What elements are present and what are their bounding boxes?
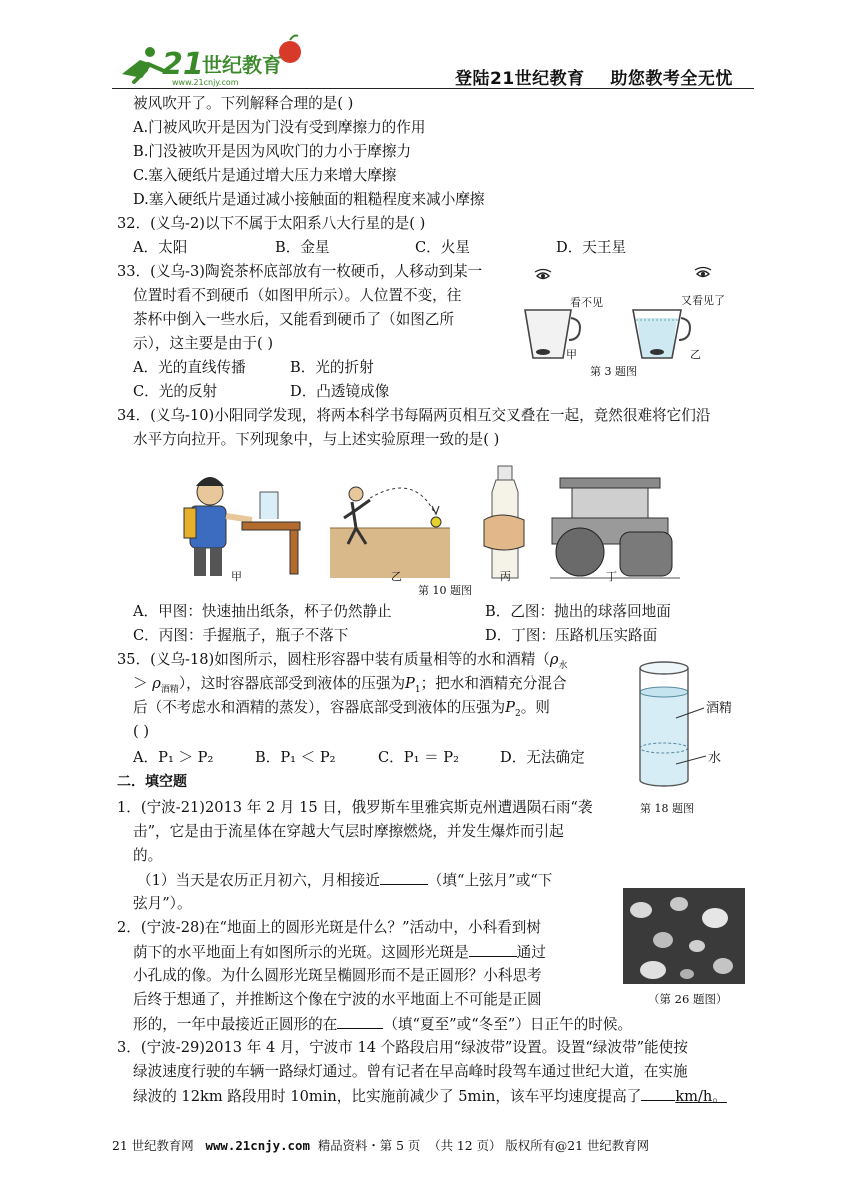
- f3-line-2: 绿波速度行驶的车辆一路绿灯通过。曾有记者在早高峰时段驾车通过世纪大道，在实施: [133, 1063, 688, 1080]
- f2-line-1: 2．(宁波-28)在“地面上的圆形光斑是什么？”活动中，小科看到树: [117, 919, 541, 936]
- f1-line-2: 击”，它是由于流星体在穿越大气层时摩擦燃烧，并发生爆炸而引起: [133, 823, 564, 840]
- q35-cylinder-figure: [636, 660, 746, 792]
- q33-line-2: 位置时看不到硬币（如图甲所示）。人位置不变，往: [133, 287, 462, 304]
- f2-line-2: 荫下的水平地面上有如图所示的光斑。这圆形光斑是 通过: [133, 944, 546, 961]
- f2-line-3: 小孔成的像。为什么圆形光斑呈椭圆形而不是正圆形？小科思考: [133, 967, 542, 984]
- q35-option-a: A．P₁ ＞ P₂: [133, 749, 214, 766]
- answer-blank: [337, 1014, 383, 1029]
- q33-option-c: C．光的反射: [133, 383, 218, 400]
- q32-option-a: A．太阳: [133, 239, 188, 256]
- q33-fig-yi: 乙: [690, 348, 701, 361]
- road-roller-image: [550, 478, 680, 578]
- site-logo: [112, 30, 312, 90]
- boy-table-cup-image: [184, 477, 300, 576]
- logo-url: www.21cnjy.com: [172, 78, 239, 87]
- q33-fig-jia: 甲: [566, 348, 577, 361]
- q33-option-b: B．光的折射: [290, 359, 374, 376]
- q34-fig-yi: 乙: [391, 570, 402, 583]
- q31-option-c: C.塞入硬纸片是通过增大压力来增大摩擦: [133, 167, 397, 184]
- f2-caption: （第 26 题图）: [648, 992, 728, 1006]
- q33-line-4: 示），这主要是由于( ): [133, 335, 274, 352]
- q32-option-b: B．金星: [275, 239, 330, 256]
- q34-fig-jia: 甲: [231, 570, 242, 583]
- q35-line-1: 35．(义乌-18)如图所示，圆柱形容器中装有质量相等的水和酒精（$\rho_水$: [117, 651, 568, 671]
- section-title: 二．填空题: [117, 774, 187, 790]
- logo-number: 21: [162, 47, 204, 82]
- q34-caption: 第 10 题图: [418, 584, 472, 597]
- q33-line-3: 茶杯中倒入一些水后，又能看到硬币了（如图乙所: [133, 311, 455, 328]
- q34-line-2: 水平方向拉开。下列现象中，与上述实验原理一致的是( ): [133, 431, 500, 448]
- q35-line-3: 后（不考虑水和酒精的蒸发），容器底部受到液体的压强为$P_2$。则: [133, 699, 550, 719]
- q35-fig-alcohol: 酒精: [706, 701, 733, 716]
- q33-line-1: 33．(义乌-3)陶瓷茶杯底部放有一枚硬币，人移动到某一: [117, 263, 483, 280]
- q33-fig-label-left: 看不见: [570, 296, 603, 309]
- hand-bottle-image: [484, 466, 524, 578]
- f2-light-spot-photo: [623, 888, 745, 984]
- q32-option-d: D．天王星: [556, 239, 627, 256]
- q31-option-d: D.塞入硬纸片是通过减小接触面的粗糙程度来减小摩擦: [133, 191, 485, 208]
- q31-option-a: A.门被风吹开是因为门没有受到摩擦力的作用: [133, 119, 426, 136]
- answer-blank: [380, 870, 428, 885]
- q35-option-c: C．P₁ ＝ P₂: [378, 749, 459, 766]
- q32-option-c: C．火星: [415, 239, 470, 256]
- q35-line-4: ( ): [133, 723, 150, 740]
- header-divider: [112, 88, 754, 89]
- f2-line-5: 形的，一年中最接近正圆形的在 （填“夏至”或“冬至”）日正午的时候。: [133, 1016, 633, 1033]
- q31-stem-tail: 被风吹开了。下列解释合理的是( ): [133, 95, 354, 112]
- q34-fig-ding: 丁: [606, 570, 617, 583]
- q34-option-b: B．乙图：抛出的球落回地面: [485, 603, 671, 620]
- q35-line-2: ＞ $\rho_{酒精}$），这时容器底部受到液体的压强为$P_1$；把水和酒精充分混合: [133, 675, 567, 695]
- header-slogan: 登陆21世纪教育 助您教考全无忧: [455, 69, 733, 89]
- q34-figure: [180, 462, 680, 586]
- q34-fig-bing: 丙: [500, 570, 511, 583]
- coin-icon: [536, 349, 550, 355]
- q33-figure: [515, 262, 715, 362]
- q33-fig-label-right: 又看见了: [681, 294, 725, 307]
- q31-option-b: B.门没被吹开是因为风吹门的力小于摩擦力: [133, 143, 412, 160]
- f1-line-5: 弦月”）。: [133, 895, 192, 912]
- q35-fig-water: 水: [708, 751, 722, 766]
- q34-option-c: C．丙图：手握瓶子，瓶子不落下: [133, 627, 349, 644]
- answer-blank: [469, 942, 517, 957]
- f1-line-4: （1）当天是农历正月初六，月相接近 （填“上弦月”或“下: [137, 872, 553, 889]
- f2-line-4: 后终于想通了，并推断这个像在宁波的水平地面上不可能是正圆: [133, 991, 542, 1008]
- footer-url[interactable]: www.21cnjy.com: [205, 1138, 310, 1153]
- f1-line-3: 的。: [133, 847, 163, 864]
- thrown-ball-image: [330, 487, 450, 578]
- q33-option-a: A．光的直线传播: [133, 359, 246, 376]
- f3-line-1: 3．(宁波-29)2013 年 4 月，宁波市 14 个路段启用“绿波带”设置。设置“绿波带”能使按: [117, 1039, 688, 1056]
- q32-stem: 32．(义乌-2)以下不属于太阳系八大行星的是( ): [117, 215, 426, 232]
- q33-option-d: D．凸透镜成像: [290, 383, 390, 400]
- q33-caption: 第 3 题图: [590, 365, 637, 378]
- page-footer: 21 世纪教育网 www.21cnjy.com 精品资料・第 5 页 （共 12 页） 版权所有@21 世纪教育网: [112, 1138, 649, 1153]
- q34-option-d: D．丁图：压路机压实路面: [485, 627, 658, 644]
- q35-caption: 第 18 题图: [640, 802, 694, 815]
- coin-icon: [650, 349, 664, 355]
- f1-line-1: 1．(宁波-21)2013 年 2 月 15 日，俄罗斯车里雅宾斯克州遭遇陨石雨“袭: [117, 799, 593, 816]
- f3-line-3: 绿波的 12km 路段用时 10min，比实施前减少了 5min，该车平均速度提高了 km/h。: [133, 1088, 727, 1105]
- q35-option-b: B．P₁ ＜ P₂: [255, 749, 336, 766]
- q35-option-d: D．无法确定: [500, 749, 585, 766]
- q34-option-a: A．甲图：快速抽出纸条，杯子仍然静止: [133, 603, 392, 620]
- logo-text: 世纪教育: [202, 53, 282, 77]
- q34-line-1: 34．(义乌-10)小阳同学发现，将两本科学书每隔两页相互交叉叠在一起，竟然很难将它们沿: [117, 407, 711, 424]
- answer-blank: [641, 1086, 675, 1101]
